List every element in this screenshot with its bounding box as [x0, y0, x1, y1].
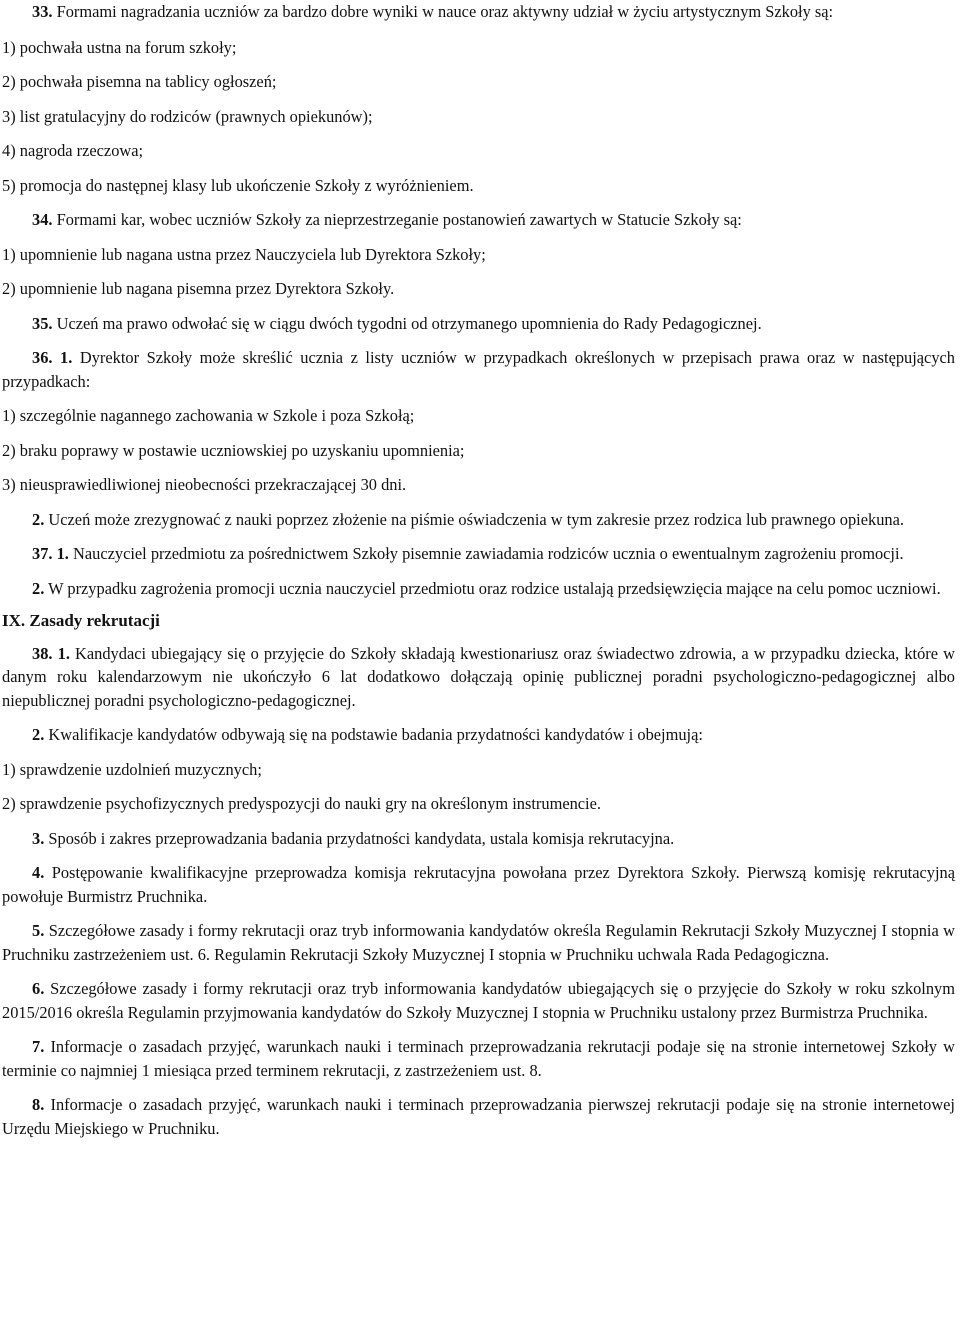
- clause-38-3: [2, 827, 955, 851]
- paragraph-text: Szczegółowe zasady i formy rekrutacji oraz tryb informowania kandydatów określa Regulamin Rekrutacji Szkoły Muzycznej I stopnia w Pruchniku zastrzeżeniem ust. 6. Regulamin Rekrutacji Szkoły Muzycznej I stopnia w Pruchniku uchwala Rada Pedagogiczna.: [2, 921, 955, 964]
- paragraph-text: Postępowanie kwalifikacyjne przeprowadza komisja rekrutacyjna powołana przez Dyrektora Szkoły. Pierwszą komisję rekrutacyjną powołuje Burmistrz Pruchnika.: [2, 863, 955, 906]
- list-item: 1) sprawdzenie uzdolnień muzycznych;: [2, 759, 262, 779]
- list-item: 3) list gratulacyjny do rodziców (prawnych opiekunów);: [2, 106, 373, 126]
- paragraph-text: Nauczyciel przedmiotu za pośrednictwem Szkoły pisemnie zawiadamia rodziców ucznia o ewentualnym zagrożeniu promocji.: [73, 544, 904, 563]
- paragraph-36: [2, 346, 955, 393]
- paragraph-number: 37.: [32, 544, 53, 563]
- clause-number: 2.: [32, 578, 45, 598]
- clause-38-4: [2, 861, 955, 908]
- paragraph-text: Dyrektor Szkoły może skreślić ucznia z listy uczniów w przypadkach określonych w przepisach prawa oraz w następujących przypadkach:: [2, 348, 956, 391]
- paragraph-number: 36.: [32, 348, 53, 367]
- list-item: 3) nieusprawiedliwionej nieobecności przekraczającej 30 dni.: [2, 475, 407, 494]
- paragraph-text: Formami kar, wobec uczniów Szkoły za nieprzestrzeganie postanowień zawartych w Statucie Szkoły są:: [56, 210, 742, 229]
- paragraph-text: Informacje o zasadach przyjęć, warunkach nauki i terminach przeprowadzania pierwszej rekrutacji podaje się na stronie internetowej Urzędu Miejskiego w Pruchniku.: [2, 1095, 955, 1138]
- clause-number: 1.: [56, 544, 69, 563]
- list-item: 2) upomnienie lub nagana pisemna przez Dyrektora Szkoły.: [2, 279, 395, 298]
- list-item: 2) sprawdzenie psychofizycznych predyspozycji do nauki gry na określonym instrumencie.: [2, 794, 601, 813]
- clause-number: 1.: [57, 643, 70, 663]
- paragraph-38: [2, 642, 955, 713]
- paragraph-text: Uczeń może zrezygnować z nauki poprzez złożenie na piśmie oświadczenia w tym zakresie przez rodzica lub prawnego opiekuna.: [48, 509, 904, 529]
- clause-number: 2.: [32, 509, 45, 529]
- paragraph-number: 38.: [32, 643, 53, 663]
- list-item: 2) pochwała pisemna na tablicy ogłoszeń;: [2, 72, 277, 91]
- clause-37-2: [2, 577, 955, 601]
- clause-38-6: [2, 977, 955, 1024]
- paragraph-text: W przypadku zagrożenia promocji ucznia nauczyciel przedmiotu oraz rodzice ustalają przedsięwzięcia mające na celu pomoc uczniowi.: [48, 578, 941, 598]
- clause-number: 5.: [32, 921, 45, 940]
- clause-number: 8.: [32, 1095, 45, 1114]
- paragraph-text: Uczeń ma prawo odwołać się w ciągu dwóch tygodni od otrzymanego upomnienia do Rady Pedagogicznej.: [56, 313, 762, 333]
- clause-36-2: [2, 508, 955, 532]
- paragraph-37: [2, 542, 955, 566]
- paragraph-text: Kandydaci ubiegający się o przyjęcie do Szkoły składają kwestionariusz oraz świadectwo zdrowia, a w przypadku dziecka, które w danym roku kalendarzowym nie ukończyło 6 lat dodatkowo dołączają opinię publicznej poradni psychologiczno-pedagogicznej albo niepublicznej poradni psychologiczno-pedagogicznej.: [2, 643, 955, 710]
- clause-number: 3.: [32, 828, 45, 848]
- list-item: 1) pochwała ustna na forum szkoły;: [2, 37, 237, 57]
- paragraph-text: Formami nagradzania uczniów za bardzo dobre wyniki w nauce oraz aktywny udział w życiu artystycznym Szkoły są:: [56, 2, 834, 21]
- clause-38-7: [2, 1035, 955, 1082]
- paragraph-33: [2, 0, 955, 24]
- section-heading: IX. Zasady rekrutacji: [2, 611, 160, 630]
- clause-38-5: [2, 919, 955, 966]
- clause-number: 2.: [32, 725, 45, 744]
- list-item: 1) upomnienie lub nagana ustna przez Nauczyciela lub Dyrektora Szkoły;: [2, 244, 486, 264]
- list-item: 4) nagroda rzeczowa;: [2, 141, 144, 160]
- paragraph-34: [2, 208, 955, 232]
- paragraph-35: [2, 312, 955, 336]
- paragraph-text: Informacje o zasadach przyjęć, warunkach nauki i terminach przeprowadzania rekrutacji podaje się na stronie internetowej Szkoły w terminie co najmniej 1 miesiąca przed terminem rekrutacji, z zastrzeżeniem ust. 8.: [2, 1037, 955, 1080]
- clause-number: 4.: [32, 863, 45, 882]
- paragraph-text: Sposób i zakres przeprowadzania badania przydatności kandydata, ustala komisja rekrutacyjna.: [48, 828, 675, 848]
- paragraph-number: 34.: [32, 210, 53, 229]
- list-item: 5) promocja do następnej klasy lub ukończenie Szkoły z wyróżnieniem.: [2, 175, 474, 195]
- clause-38-2: [2, 723, 955, 747]
- paragraph-number: 33.: [32, 2, 53, 21]
- paragraph-text: Szczegółowe zasady i formy rekrutacji oraz tryb informowania kandydatów ubiegających się o przyjęcie do Szkoły w roku szkolnym 2015/2016 określa Regulamin przyjmowania kandydatów do Szkoły Muzycznej I stopnia w Pruchniku ustalony przez Burmistrza Pruchnika.: [2, 979, 955, 1022]
- clause-number: 6.: [32, 979, 45, 998]
- paragraph-text: Kwalifikacje kandydatów odbywają się na podstawie badania przydatności kandydatów i obejmują:: [48, 725, 703, 744]
- clause-number: 1.: [60, 348, 73, 367]
- clause-38-8: [2, 1093, 955, 1140]
- list-item: 2) braku poprawy w postawie uczniowskiej po uzyskaniu upomnienia;: [2, 440, 465, 460]
- list-item: 1) szczególnie nagannego zachowania w Szkole i poza Szkołą;: [2, 406, 415, 425]
- clause-number: 7.: [32, 1037, 45, 1056]
- paragraph-number: 35.: [32, 313, 53, 333]
